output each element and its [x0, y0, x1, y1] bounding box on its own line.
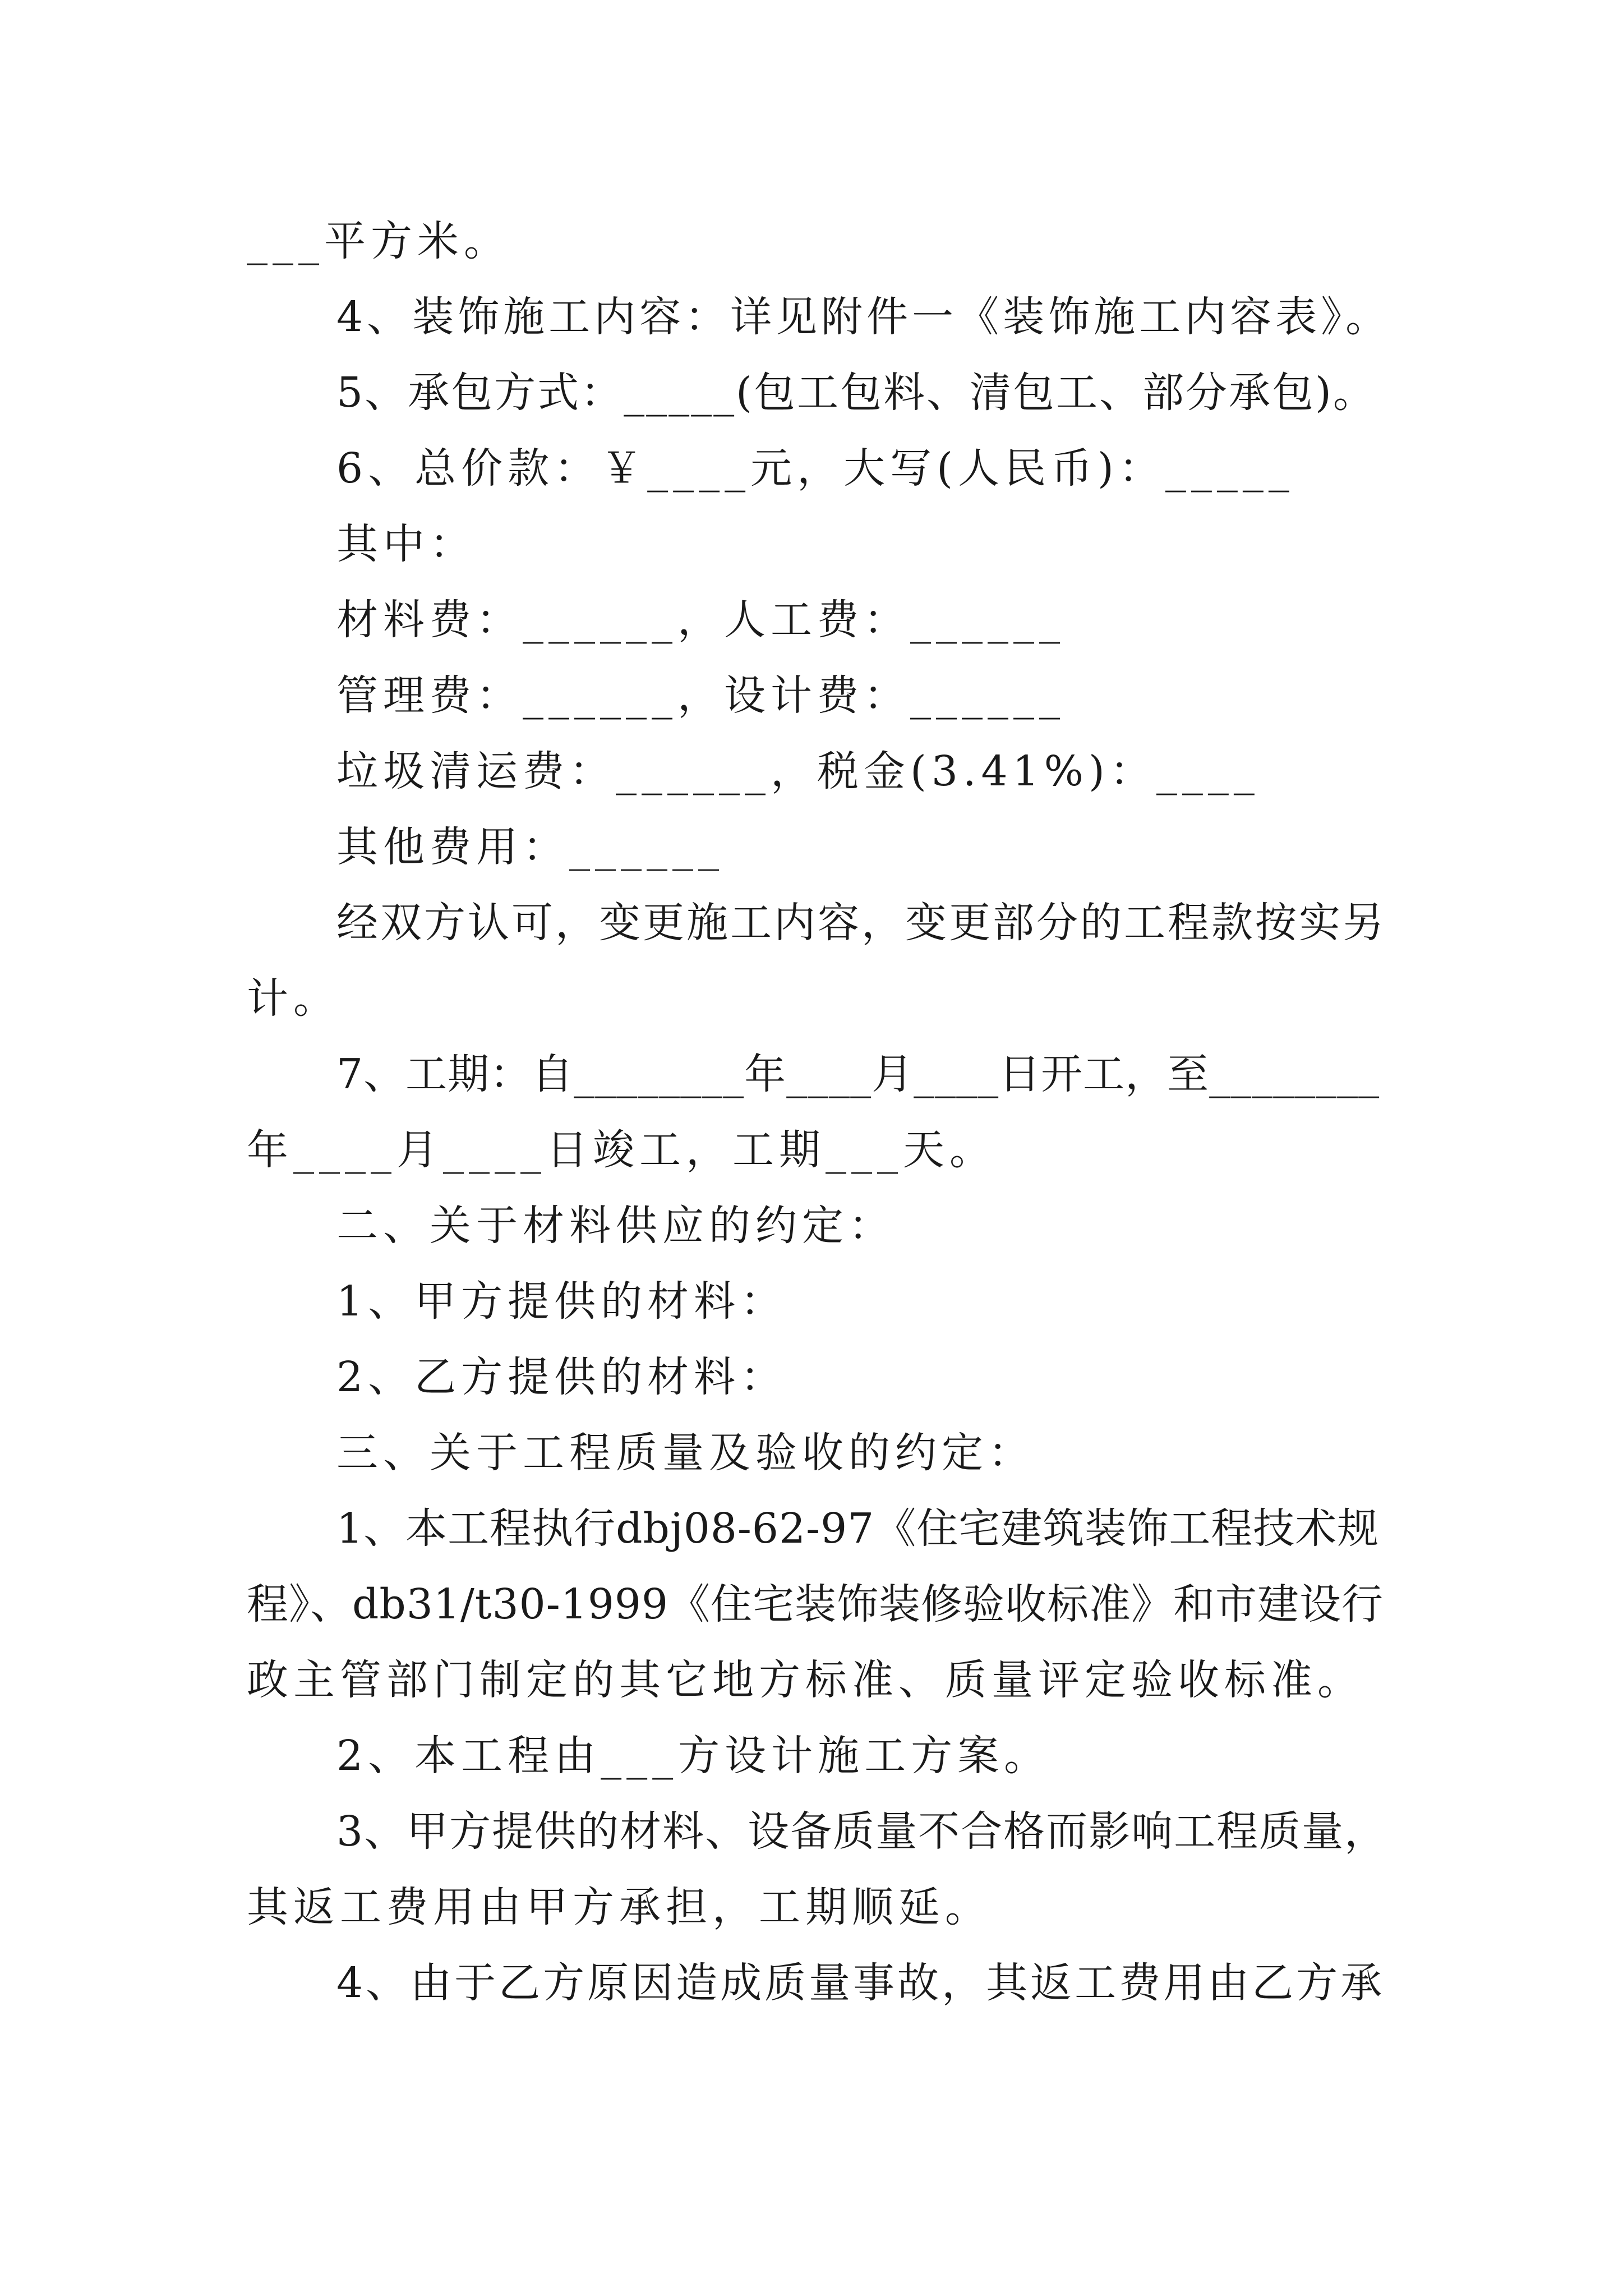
text-line-3: 5、承包方式：_____(包工包料、清包工、部分承包)。 [336, 369, 1376, 417]
text-line-19: 程》、db31/t30-1999《住宅装饰装修验收标准》和市建设行 [247, 1580, 1384, 1628]
text-line-13: 年____月____日竣工，工期___天。 [247, 1126, 996, 1174]
text-line-21: 2、本工程由___方设计施工方案。 [336, 1732, 1051, 1780]
text-line-17: 三、关于工程质量及验收的约定： [336, 1429, 1035, 1477]
text-line-1: ___平方米。 [247, 217, 510, 265]
text-line-2: 4、装饰施工内容：详见附件一《装饰施工内容表》。 [336, 293, 1391, 341]
text-line-11: 计。 [247, 974, 340, 1023]
text-line-23: 其返工费用由甲方承担，工期顺延。 [247, 1883, 992, 1931]
text-line-8: 垃圾清运费：______，税金(3.41%)：____ [336, 747, 1260, 795]
text-line-12: 7、工期：自________年____月____日开工，至________ [336, 1050, 1380, 1098]
text-line-24: 4、由于乙方原因造成质量事故，其返工费用由乙方承 [336, 1959, 1385, 2007]
text-line-6: 材料费：______，人工费：______ [336, 596, 1065, 644]
text-line-5: 其中： [336, 520, 476, 568]
text-line-10: 经双方认可，变更施工内容，变更部分的工程款按实另 [336, 899, 1386, 947]
text-line-22: 3、甲方提供的材料、设备质量不合格而影响工程质量， [336, 1807, 1387, 1856]
text-line-16: 2、乙方提供的材料： [336, 1353, 787, 1401]
text-line-4: 6、总价款：￥____元，大写(人民币)：_____ [336, 444, 1294, 493]
text-line-20: 政主管部门制定的其它地方标准、质量评定验收标准。 [247, 1656, 1364, 1704]
text-line-14: 二、关于材料供应的约定： [336, 1202, 895, 1250]
text-line-7: 管理费：______，设计费：______ [336, 671, 1065, 720]
text-line-18: 1、本工程执行dbj08-62-97《住宅建筑装饰工程技术规 [336, 1504, 1380, 1553]
text-line-9: 其他费用：______ [336, 823, 724, 871]
text-line-15: 1、甲方提供的材料： [336, 1277, 787, 1326]
